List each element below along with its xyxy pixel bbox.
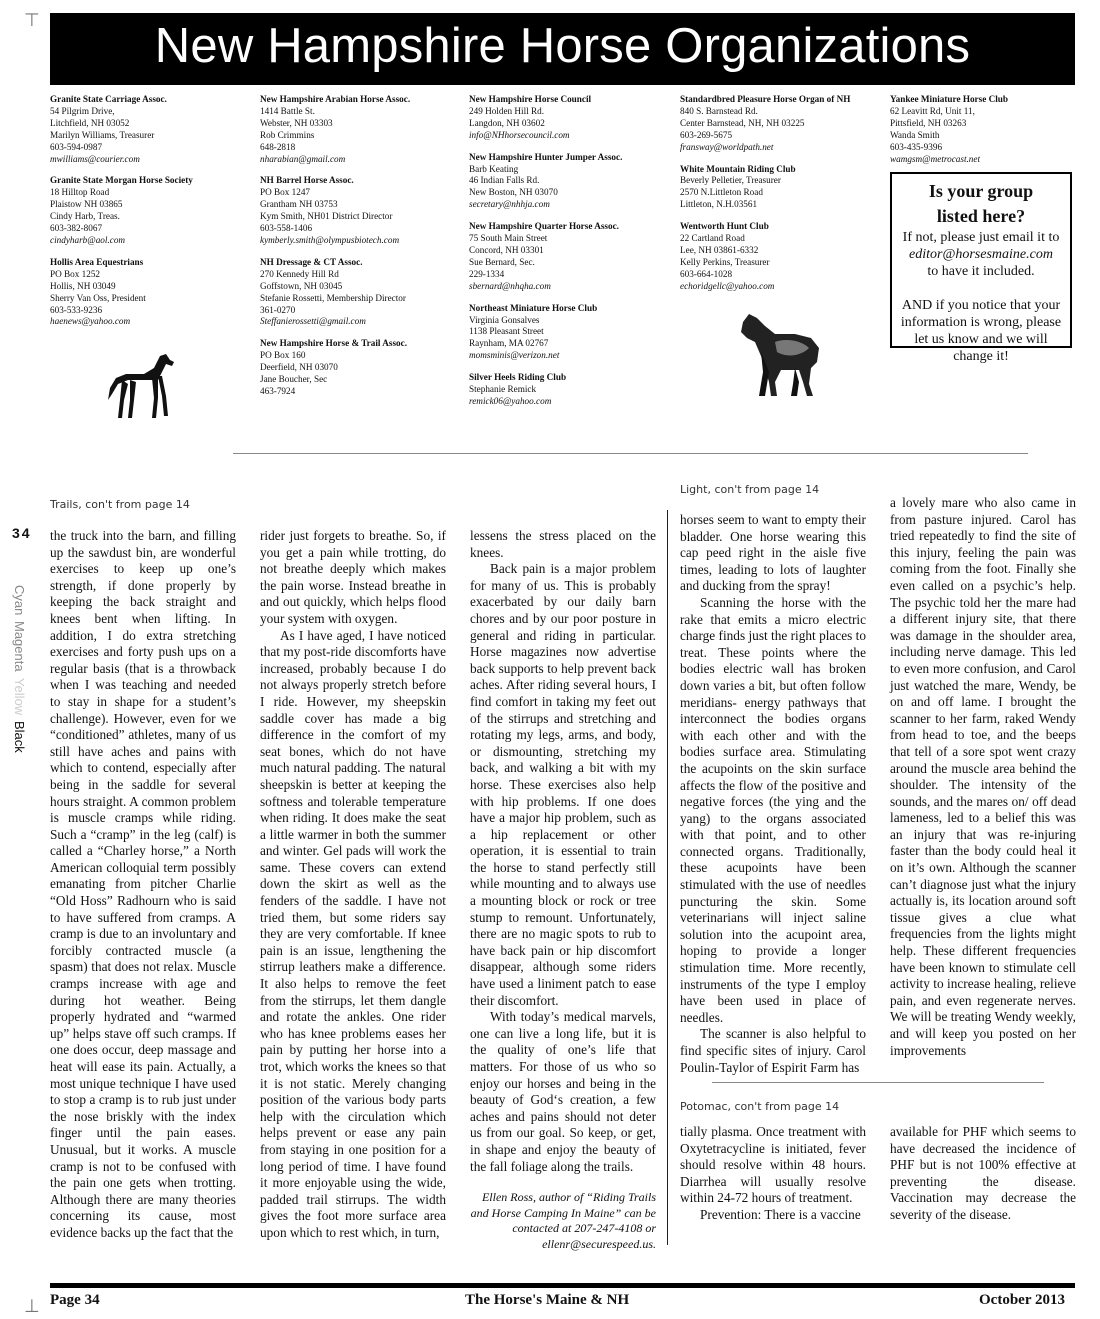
article-paragraph: available for PHF which seems to have decreased the incidence of PHF but is not 100% effective at preventing the disease. Vaccination may decrease the severity of the disease.	[890, 1124, 1076, 1222]
organization-detail: 46 Indian Falls Rd.	[469, 175, 540, 186]
organization-name: Granite State Carriage Assoc.	[50, 94, 167, 104]
article-paragraph: The scanner is also helpful to find specific sites of injury. Carol Poulin-Taylor of Espirit Farm has	[680, 1026, 866, 1075]
directory-entry	[469, 372, 669, 408]
organization-name: Granite State Morgan Horse Society	[50, 175, 193, 186]
organization-detail: 603-269-5675	[680, 129, 733, 140]
organization-detail: 603-533-9236	[50, 304, 103, 315]
organization-detail: Goffstown, NH 03045	[260, 280, 343, 291]
organization-detail: Webster, NH 03303	[260, 117, 333, 128]
page-banner-title: New Hampshire Horse Organizations	[50, 13, 1075, 85]
color-mark-cyan: Cyan	[12, 585, 27, 616]
article-paragraph: As I have aged, I have noticed that my post-ride discomforts have increased, probably because I do not always properly stretch before I ride. However, my sheepskin saddle cover has made a big difference in the comfort of my seat bones, which do not have much natural padding. The natural sheepskin is better at keeping the softness and tolerable temperature when riding. It does make the seat a little warmer in both the summer and winter. Gel pads will work the same. These covers can extend down the skirt as well as the fenders of the saddle. I have not tried them, but some riders say they are very comfortable. If knee pain is an issue, lengthening the stirrup leathers make a difference. It also helps to remove the feet from the stirrups, let them dangle and rotate the ankles. One rider who has knee problems eases her pain by putting her horse into a trot, which works the knees so that it is not static. Merely changing position of the various body parts help with the circulation which helps prevent or ease any pain from staying in one position for a long period of time. I have found it more enjoyable using the wide, padded trail stirrups. The width gives the foot more surface area upon which to rest which, in turn,	[260, 627, 446, 1240]
horse-illustration-right	[735, 312, 825, 400]
organization-name: Yankee Miniature Horse Club	[890, 94, 1008, 104]
organization-detail: Lee, NH 03861-6332	[680, 244, 759, 255]
organization-detail: Beverly Pelletier, Treasurer	[680, 175, 781, 186]
directory-entry	[680, 94, 880, 154]
organization-detail: Kelly Perkins, Treasurer	[680, 256, 770, 267]
organization-name: New Hampshire Hunter Jumper Assoc.	[469, 151, 623, 162]
organization-detail: Deerfield, NH 03070	[260, 362, 338, 373]
organization-name: Wentworth Hunt Club	[680, 221, 769, 232]
article-paragraph: Prevention: There is a vaccine	[700, 1206, 861, 1222]
listed-heading-1: Is your group	[928, 181, 1034, 201]
organization-detail: Cindy Harb, Treas.	[50, 211, 120, 222]
organization-detail: 270 Kennedy Hill Rd	[260, 268, 339, 279]
article-paragraph: lessens the stress placed on the knees.	[470, 528, 656, 560]
organization-email[interactable]: echoridgellc@yahoo.com	[680, 280, 775, 291]
organization-detail: 603-558-1406	[260, 223, 313, 234]
organization-email[interactable]: fransway@worldpath.net	[680, 141, 774, 152]
organization-detail: Litchfield, NH 03052	[50, 117, 130, 128]
directory-entry	[260, 175, 460, 246]
directory-entry	[469, 303, 669, 363]
listed-line-1: If not, please just email it to	[902, 230, 1060, 245]
organization-detail: 249 Holden Hill Rd.	[469, 105, 545, 116]
organization-email[interactable]: kymberly.smith@olympusbiotech.com	[260, 234, 400, 245]
organization-detail: Concord, NH 03301	[469, 244, 544, 255]
organization-name: Silver Heels Riding Club	[469, 372, 567, 383]
organization-name: Standardbred Pleasure Horse Organ of NH	[680, 94, 851, 104]
organization-name: NH Barrel Horse Assoc.	[260, 175, 354, 186]
potomac-column-1	[680, 1124, 866, 1224]
organization-detail: 1414 Battle St.	[260, 105, 315, 116]
organization-detail: PO Box 160	[260, 350, 306, 361]
article-paragraph: Back pain is a major problem for many of us. This is probably exacerbated by our daily barn chores and by our poor posture in general and riding in particular. Horse magazines now advertise back supports to help prevent back aches. After riding several hours, I find comfort in taking my feet out of the stirrups and stretching and rotating my legs, arms, and body, or dismounting, stretching my back, and walking a bit with my horse. These exercises also help with hip problems. If one does have a major hip problem, such as a hip replacement or other operation, it is essential to train the horse to stand perfectly still while mounting and to always use a mounting block or rock or tree stump to remount. Unfortunately, there are no magic spots to rub to have back pain or hip discomfort disappear, although some riders have used a liniment patch to ease their discomfort.	[470, 561, 656, 1008]
organization-email[interactable]: momsminis@verizon.net	[469, 350, 560, 361]
footer-rule	[50, 1283, 1075, 1288]
directory-entry	[469, 152, 669, 212]
organization-detail: Stefanie Rossetti, Membership Director	[260, 292, 406, 303]
color-mark-black: Black	[12, 721, 27, 753]
organization-detail: 22 Cartland Road	[680, 233, 745, 244]
organization-name: New Hampshire Quarter Horse Assoc.	[469, 221, 619, 232]
organization-detail: Sue Bernard, Sec.	[469, 256, 535, 267]
color-mark-magenta: Magenta	[12, 621, 27, 672]
color-mark-yellow: Yellow	[12, 677, 27, 716]
organization-email[interactable]: Steffanierossetti@gmail.com	[260, 316, 366, 327]
directory-entry	[50, 175, 245, 246]
potomac-continued-label: Potomac, con't from page 14	[680, 1100, 840, 1113]
footer-page-label: Page 34	[50, 1292, 100, 1308]
organization-detail: Rob Crimmins	[260, 129, 315, 140]
light-column-2	[890, 495, 1076, 1062]
organization-detail: Raynham, MA 02767	[469, 338, 549, 349]
organization-detail: 603-382-8067	[50, 223, 103, 234]
side-page-number: 34	[12, 525, 32, 541]
trails-bio-text: Ellen Ross, author of “Riding Trails and Horse Camping In Maine” can be contacted at 207-247-4108 or ellenr@securespeed.us.	[470, 1190, 656, 1251]
directory-entry	[680, 164, 880, 212]
horse-illustration-left	[100, 350, 180, 422]
organization-email[interactable]: sbernard@nhqha.com	[469, 280, 551, 291]
organization-detail: Littleton, N.H.03561	[680, 199, 758, 210]
organization-email[interactable]: info@NHhorsecouncil.com	[469, 129, 570, 140]
organization-email[interactable]: cindyharb@aol.com	[50, 234, 126, 245]
organization-detail: Marilyn Williams, Treasurer	[50, 129, 155, 140]
organization-name: NH Dressage & CT Assoc.	[260, 256, 363, 267]
organization-detail: 18 Hilltop Road	[50, 187, 110, 198]
organization-name: New Hampshire Horse & Trail Assoc.	[260, 338, 407, 349]
organization-detail: Stephanie Remick	[469, 384, 537, 395]
organization-name: New Hampshire Horse Council	[469, 94, 592, 104]
organization-detail: Grantham NH 03753	[260, 199, 338, 210]
directory-column-4	[680, 94, 880, 303]
organization-email[interactable]: nharabian@gmail.com	[260, 153, 346, 164]
light-continued-label: Light, con't from page 14	[680, 483, 820, 496]
organization-detail: Sherry Van Oss, President	[50, 292, 146, 303]
directory-entry	[680, 221, 880, 292]
organization-detail: New Boston, NH 03070	[469, 187, 558, 198]
light-column-1	[680, 512, 866, 1075]
organization-detail: 603-664-1028	[680, 268, 733, 279]
organization-detail: PO Box 1247	[260, 187, 311, 198]
organization-detail: 54 Pilgrim Drive,	[50, 105, 115, 116]
directory-entry	[260, 338, 460, 398]
organization-email[interactable]: remick06@yahoo.com	[469, 395, 552, 406]
organization-detail: Center Barnstead, NH, NH 03225	[680, 117, 805, 128]
article-paragraph: the truck into the barn, and filling up the sawdust bin, are wonderful exercises to keep up one’s strength, if done properly by keeping the back straight and knees bent when lifting. In addition, I do extra stretching exercises and forty push ups on a regular basis (that is a throwback when I was teaching and needed to stay in shape for a student’s challenge). However, even for we “conditioned” athletes, many of us still have aches and pains with which to contend, especially after being in the saddle for several hours straight. A common problem is muscle cramps while riding. Such a “cramp” in the leg (calf) is called a “Charley horse,” a North American colloquial term possibly emanating from pitcher Charlie “Old Hoss” Radhourn who is said to have suffered from cramps. A cramp is due to an involuntary and forcibly contracted muscle (a spasm) that does not relax. Muscle cramps increase with age and during hot weather. Being properly hydrated and “warmed up” helps stave off such cramps. If one does occur, deep massage and heat will ease its pain. Actually, a most unique technique I have used to stop a cramp is to rub just under the nose briskly with the index finger until the pain eases. Unusual, but it works. A muscle cramp is not to be confused with the pain one gets when trotting. Although there are many theories concerning its cause, most evidence backs up the fact that the	[50, 528, 236, 1240]
organization-detail: 603-435-9396	[890, 141, 943, 152]
color-registration-marks	[12, 585, 34, 775]
article-paragraph: Scanning the horse with the rake that emits a micro electric charge finds just the right places to treat. These points where the bodies electric wall has broken down varies a bit, but often follow meridians- energy pathways that interconnect the bodies organs with each other and with the bodies surface area. Stimulating the acupoints on the skin surface affects the flow of the positive and negative forces (the ying and the yang) to the organs associated with that point, and to other connected organs. Traditionally, these acupoints have been stimulated with the use of needles puncturing the skin. Some veterinarians will inject saline solution into the acupoint area, hoping to provide a longer stimulation time. More recently, instruments of the type I employ have been used in place of needles.	[680, 594, 866, 1025]
organization-detail: 463-7924	[260, 385, 296, 396]
directory-entry	[50, 257, 245, 328]
directory-entry	[260, 94, 460, 165]
organization-detail: Virginia Gonsalves	[469, 314, 540, 325]
directory-separator	[233, 453, 1028, 454]
organization-detail: Langdon, NH 03602	[469, 117, 545, 128]
directory-entry	[469, 221, 669, 292]
potomac-column-2	[890, 1124, 1076, 1224]
organization-detail: 75 South Main Street	[469, 233, 548, 244]
organization-email[interactable]: haenews@yahoo.com	[50, 316, 131, 327]
directory-entry	[890, 94, 1075, 165]
listed-paragraph-2: AND if you notice that your information is wrong, please let us know and we will change it!	[900, 298, 1062, 364]
organization-detail: 2570 N.Littleton Road	[680, 187, 763, 198]
potomac-separator	[712, 1082, 1044, 1083]
organization-detail: Hollis, NH 03049	[50, 280, 116, 291]
organization-email[interactable]: secretary@nhhja.com	[469, 199, 550, 210]
organization-detail: Barb Keating	[469, 163, 519, 174]
trails-column-1	[50, 528, 236, 1250]
organization-name: New Hampshire Arabian Horse Assoc.	[260, 94, 411, 104]
organization-detail: 62 Leavitt Rd, Unit 11,	[890, 105, 975, 116]
column-rule	[667, 510, 668, 1245]
organization-detail: 229-1334	[469, 268, 505, 279]
organization-detail: Kym Smith, NH01 District Director	[260, 211, 393, 222]
organization-detail: 840 S. Barnstead Rd.	[680, 105, 758, 116]
directory-column-5	[890, 94, 1075, 175]
crop-mark-top: ⊤	[24, 10, 40, 30]
listed-line-2: to have it included.	[927, 264, 1035, 279]
directory-entry	[260, 257, 460, 328]
directory-column-3	[469, 94, 669, 418]
trails-column-2	[260, 528, 446, 1250]
footer-publication-name: The Horse's Maine & NH	[465, 1292, 630, 1308]
organization-name: Northeast Miniature Horse Club	[469, 302, 598, 313]
trails-author-bio	[470, 1190, 656, 1252]
organization-email[interactable]: wamgsm@metrocast.net	[890, 153, 981, 164]
crop-mark-bottom: ⊥	[24, 1296, 40, 1316]
article-paragraph: With today’s medical marvels, one can live a long life, but it is the quality of one’s life that matters. For those of us who so enjoy our horses and being in the beauty of God‘s creation, a few aches and pains should not deter us from our goal. So keep, or get, in shape and enjoy the beauty of the fall foliage along the trails.	[470, 1009, 656, 1174]
article-paragraph: tially plasma. Once treatment with Oxytetracycline is initiated, fever should resolve within 48 hours. Diarrhea will usually resolve within 24-72 hours of treatment.	[680, 1124, 866, 1206]
listed-heading-2: listed here?	[936, 206, 1026, 226]
organization-detail: 603-594-0987	[50, 141, 103, 152]
listed-here-box	[890, 172, 1072, 364]
organization-detail: 1138 Pleasant Street	[469, 326, 544, 337]
directory-column-1	[50, 94, 245, 338]
listed-email-link[interactable]: editor@horsesmaine.com	[909, 247, 1053, 262]
organization-detail: Pittsfield, NH 03263	[890, 117, 967, 128]
directory-entry	[469, 94, 669, 142]
footer-issue-date: October 2013	[979, 1292, 1065, 1308]
article-paragraph: horses seem to want to empty their bladder. One horse wearing this cap peed right in the aisle five times, leading to lots of laughter and ducking from the spray!	[680, 512, 866, 594]
organization-detail: 648-2818	[260, 141, 296, 152]
organization-detail: Wanda Smith	[890, 129, 940, 140]
article-paragraph: a lovely mare who also came in from pasture injured. Carol has tried repeatedly to find the site of this injury, feeling the pain was coming from the foot. Finally she even called on a psychic’s help. The psychic told her the mare had a different injury site, that there was damage in the shoulder area, including nerve damage. This led to even more confusion, and Carol just watched the mare, Wendy, be on and off lame. I brought the scanner to her farm, raked Wendy from head to toe, and the beeps that tell of a sore spot went crazy around the muscle area behind the shoulder. The intensity of the sounds, and the mares on/ off dead lameness, led to a belief this was an injury that was re-injuring faster than the body could heal it on it’s own. Although the scanner can’t diagnose just what the injury actually is, its location around soft tissue gives a clue what frequencies from the lights might help. These different frequencies have been known to stimulate cell activity to increase healing, relieve pain, and even regenerate nerves. We will be treating Wendy weekly, and will keep you posted on her improvements	[890, 495, 1076, 1058]
organization-detail: PO Box 1252	[50, 268, 101, 279]
trails-continued-label: Trails, con't from page 14	[50, 498, 190, 511]
organization-detail: Jane Boucher, Sec	[260, 374, 328, 385]
organization-detail: 361-0270	[260, 304, 296, 315]
directory-column-2	[260, 94, 460, 408]
organization-detail: Plaistow NH 03865	[50, 199, 123, 210]
organization-name: Hollis Area Equestrians	[50, 256, 144, 267]
article-paragraph: rider just forgets to breathe. So, if you get a pain while trotting, do not breathe deeply which makes the pain worse. Instead breathe in and out quickly, which helps flood your system with oxygen.	[260, 528, 446, 626]
organization-name: White Mountain Riding Club	[680, 163, 796, 174]
organization-email[interactable]: mwilliams@courier.com	[50, 153, 140, 164]
trails-column-3	[470, 528, 656, 1188]
directory-entry	[50, 94, 245, 165]
